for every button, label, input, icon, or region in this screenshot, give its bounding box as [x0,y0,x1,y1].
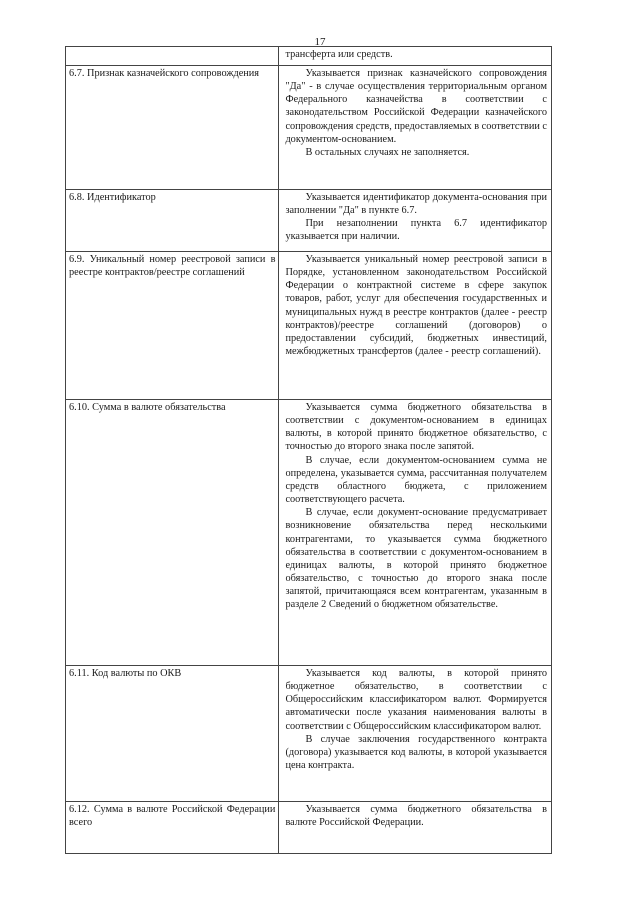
table-row [66,802,552,854]
description-paragraph: При незаполнении пункта 6.7 идентификатор указывается при наличии. [285,218,547,243]
description-paragraph: В остальных случаях не заполняется. [305,146,470,158]
field-description-cell [279,802,552,854]
description-paragraph: трансферта или средств. [285,49,393,60]
field-description-cell [279,252,552,400]
description-paragraph: В случае заключения государственного контракта (договора) указывается код валюты, в которой указывается цена контракта. [285,733,547,772]
field-label: 6.12. Сумма в валюте Российской Федерации всего [69,804,276,829]
field-label: 6.10. Сумма в валюте обязательства [69,402,226,413]
instructions-table [65,46,552,854]
description-paragraph: Указывается уникальный номер реестровой записи в Порядке, установленном законодательством Российской Федерации о контрактной системе в сфере закупок товаров, работ, услуг для обеспечения государственных и муниципальных нужд в реестре контрактов (далее - реестр контрактов)/реестре соглашений (договоров) о предоставлении субсидий, бюджетных инвестиций, межбюджетных трансфертов (далее - реестр соглашений). [285,254,547,358]
field-description-cell [279,66,552,190]
description-paragraph: Указывается идентификатор документа-основания при заполнении "Да" в пункте 6.7. [285,192,547,217]
field-label: 6.9. Уникальный номер реестровой записи в реестре контрактов/реестре соглашений [69,254,276,279]
field-label-cell [66,400,279,666]
field-description-cell [279,400,552,666]
field-description-cell [279,666,552,802]
description-paragraph: Указывается сумма бюджетного обязательства в соответствии с документом-основанием в единицах валюты, в которой принято бюджетное обязательство, с точностью до второго знака после запятой. [285,402,547,453]
table-row [66,400,552,666]
table-row [66,66,552,190]
field-description-cell [279,47,552,66]
field-label: 6.8. Идентификатор [69,192,156,203]
field-label-cell [66,66,279,190]
description-paragraph: В случае, если документом-основанием сумма не определена, указывается сумма, рассчитанная получателем средств областного бюджета, с приложением соответствующего расчета. [285,454,547,506]
description-paragraph: В случае, если документ-основание предусматривает возникновение обязательства перед несколькими контрагентами, то указывается сумма бюджетного обязательства в соответствии с документом-основанием в единицах валюты, в которой принято бюджетное обязательство, с точностью до второго знака после запятой, причитающаяся всем контрагентам, указанным в разделе 2 Сведений о бюджетном обязательстве. [285,507,547,611]
table-row [66,666,552,802]
field-description-cell [279,190,552,252]
field-label-cell [66,47,279,66]
table-row [66,190,552,252]
description-paragraph: Указывается признак казначейского сопровождения "Да" - в случае осуществления территориальным органом Федерального казначейства в соответствии с законодательством Российской Федерации казначейского сопровождения средств, предоставляемых в соответствии с документом-основанием. [285,68,547,145]
field-label: 6.11. Код валюты по ОКВ [69,668,182,679]
description-paragraph: Указывается сумма бюджетного обязательства в валюте Российской Федерации. [285,804,547,829]
field-label-cell [66,252,279,400]
description-paragraph: Указывается код валюты, в которой принято бюджетное обязательство, в соответствии с Общероссийским классификатором валют. Формируется автоматически после указания наименования валюты в соответствии с Общероссийским классификатором валют. [285,668,547,732]
field-label-cell [66,190,279,252]
field-label-cell [66,666,279,802]
field-label: 6.7. Признак казначейского сопровождения [69,68,260,79]
field-label-cell [66,802,279,854]
table-row [66,47,552,66]
page-number: 17 [314,36,326,48]
table-row [66,252,552,400]
